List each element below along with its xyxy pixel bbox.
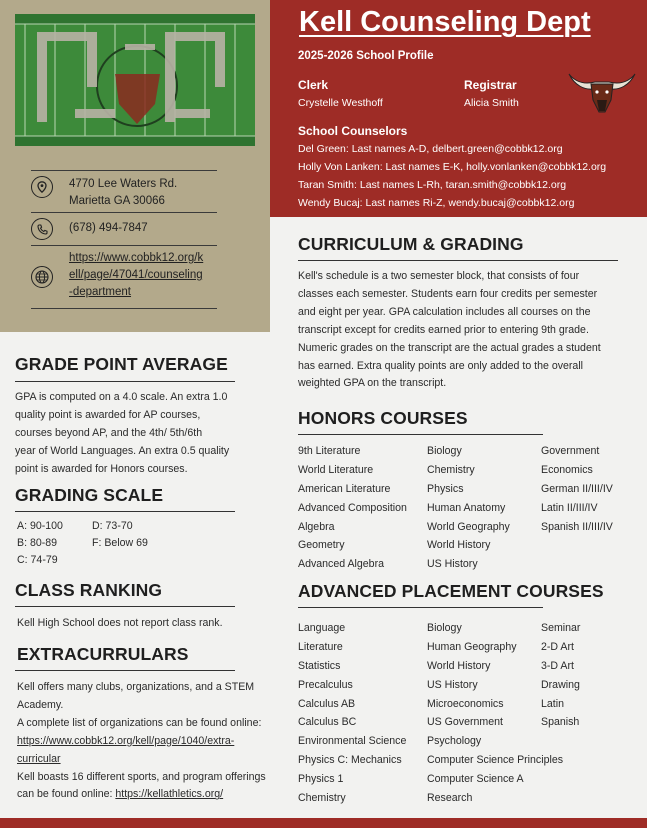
registrar-role: Registrar xyxy=(464,78,517,92)
curriculum-line: Numeric grades on the transcript are the actual grades a student xyxy=(298,341,601,354)
globe-icon xyxy=(31,266,53,288)
curriculum-line: weighted GPA on the transcript. xyxy=(298,377,447,390)
ap-col-1 xyxy=(298,619,406,808)
counselors-list xyxy=(298,140,606,212)
course-item: Environmental Science xyxy=(298,735,407,748)
grade-item: D: 73-70 xyxy=(92,520,133,532)
curriculum-line: and eight per year. GPA calculation includes all courses on the xyxy=(298,305,591,318)
course-item: Physics xyxy=(427,482,464,495)
course-item: Advanced Composition xyxy=(298,501,407,514)
course-item: US History xyxy=(427,678,478,691)
curriculum-text xyxy=(298,268,601,393)
website-row xyxy=(31,266,53,288)
course-item: 2-D Art xyxy=(541,640,574,653)
course-item: Human Geography xyxy=(427,640,517,653)
course-item: Algebra xyxy=(298,520,335,533)
course-item: Physics C: Mechanics xyxy=(298,754,402,767)
gpa-title: GRADE POINT AVERAGE xyxy=(15,354,228,374)
course-item: World Geography xyxy=(427,520,510,533)
class-ranking-text: Kell High School does not report class rank. xyxy=(17,617,223,629)
course-item: Chemistry xyxy=(298,792,346,805)
website-link[interactable] xyxy=(69,250,203,301)
course-item: Seminar xyxy=(541,622,581,634)
divider xyxy=(31,170,217,171)
address-line-2: Marietta GA 30066 xyxy=(69,195,165,207)
website-link-line-1[interactable]: https://www.cobbk12.org/k xyxy=(69,252,204,264)
curriculum-line: classes each semester. Students earn four credits per semester xyxy=(298,287,598,300)
address-line-1: 4770 Lee Waters Rd. xyxy=(69,178,178,190)
course-item: Biology xyxy=(427,445,462,457)
divider xyxy=(15,511,235,512)
grade-item: B: 80-89 xyxy=(17,537,58,549)
course-item: Literature xyxy=(298,640,343,653)
course-item: Computer Science A xyxy=(427,773,524,786)
extracurriculars-line: can be found online: xyxy=(17,788,116,801)
curriculum-title: CURRICULUM & GRADING xyxy=(298,234,524,254)
gpa-line: GPA is computed on a 4.0 scale. An extra 1.0 xyxy=(15,391,228,403)
page-subtitle: 2025-2026 School Profile xyxy=(298,50,434,62)
honors-col-1 xyxy=(298,442,407,574)
course-item: Drawing xyxy=(541,678,580,691)
counselor-item: Holly Von Lanken: Last names E-K, holly.vonlanken@cobbk12.org xyxy=(298,161,607,173)
extracurriculars-text xyxy=(17,679,272,804)
extracurriculars-line: Kell boasts 16 different sports, and program offerings xyxy=(17,770,266,783)
registrar-name: Alicia Smith xyxy=(464,97,519,109)
athletics-link[interactable]: https://kellathletics.org/ xyxy=(115,788,224,801)
course-item: Chemistry xyxy=(427,463,475,476)
footer-bar xyxy=(0,818,647,828)
curriculum-line: transcript except for credits earned prior to entering 9th grade. xyxy=(298,323,589,336)
gpa-line: point is awarded for Honors courses. xyxy=(15,462,188,475)
course-item: World History xyxy=(427,539,491,552)
grading-scale-col-1 xyxy=(17,518,63,569)
course-item: 9th Literature xyxy=(298,445,361,457)
grade-item: F: Below 69 xyxy=(92,537,148,549)
phone-number: (678) 494-7847 xyxy=(69,222,148,234)
course-item: Language xyxy=(298,622,346,634)
course-item: Advanced Algebra xyxy=(298,558,384,571)
gpa-text xyxy=(15,389,229,479)
course-item: Computer Science Principles xyxy=(427,754,564,767)
course-item: German II/III/IV xyxy=(541,482,613,495)
course-item: Human Anatomy xyxy=(427,501,506,514)
course-item: Spanish xyxy=(541,716,580,729)
course-item: Statistics xyxy=(298,659,341,672)
course-item: US Government xyxy=(427,716,503,729)
course-item: American Literature xyxy=(298,482,391,495)
course-item: Biology xyxy=(427,622,462,634)
curriculum-line: Kell's schedule is a two semester block, that consists of four xyxy=(298,270,580,282)
website-link-line-2[interactable]: ell/page/47041/counseling xyxy=(69,269,203,281)
grade-item: A: 90-100 xyxy=(17,520,63,532)
ap-col-3 xyxy=(541,619,580,732)
page-title: Kell Counseling Dept xyxy=(299,6,591,38)
extracurriculars-line: A complete list of organizations can be found online: xyxy=(17,716,262,729)
divider xyxy=(15,381,235,382)
extracurriculars-line: Academy. xyxy=(17,698,64,711)
course-item: Calculus AB xyxy=(298,697,356,710)
extracurriculars-line: Kell offers many clubs, organizations, and a STEM xyxy=(17,681,255,693)
course-item: US History xyxy=(427,558,478,571)
grading-scale-col-2 xyxy=(92,518,148,552)
course-item: Government xyxy=(541,445,600,457)
phone-icon xyxy=(31,218,53,240)
honors-col-3 xyxy=(541,442,613,536)
website-link-line-3[interactable]: -department xyxy=(69,286,132,298)
divider xyxy=(298,607,543,608)
divider xyxy=(31,308,217,309)
course-item: Precalculus xyxy=(298,678,353,691)
phone-row xyxy=(31,218,148,240)
ap-title: ADVANCED PLACEMENT COURSES xyxy=(298,581,604,601)
gpa-line: quality point is awarded for AP courses, xyxy=(15,408,201,421)
course-item: Geometry xyxy=(298,539,345,552)
counselor-item: Wendy Bucaj: Last names Ri-Z, wendy.bucaj@cobbk12.org xyxy=(298,197,575,209)
grading-scale-title: GRADING SCALE xyxy=(15,485,164,505)
header-panel xyxy=(270,0,647,217)
course-item: Microeconomics xyxy=(427,697,504,710)
grade-item: C: 74-79 xyxy=(17,554,58,566)
organizations-link[interactable]: https://www.cobbk12.org/kell/page/1040/extra- xyxy=(17,734,235,747)
course-item: Spanish II/III/IV xyxy=(541,520,613,533)
course-item: World History xyxy=(427,659,491,672)
course-item: Physics 1 xyxy=(298,773,344,786)
gpa-line: year of World Languages. An extra 0.5 quality xyxy=(15,444,230,457)
clerk-name: Crystelle Westhoff xyxy=(298,97,383,109)
honors-col-2 xyxy=(427,442,510,574)
football-field-aerial-photo xyxy=(15,14,255,146)
curriculum-line: has earned. Extra quality points are only added to the overall xyxy=(298,359,584,372)
course-item: Psychology xyxy=(427,735,482,748)
clerk-role: Clerk xyxy=(298,78,329,92)
gpa-line: courses beyond AP, and the 4th/ 5th/6th xyxy=(15,426,203,439)
organizations-link-cont[interactable]: curricular xyxy=(17,752,61,765)
counselors-heading: School Counselors xyxy=(298,124,408,138)
longhorn-mascot-icon xyxy=(567,64,637,116)
extracurriculars-title: EXTRACURRULARS xyxy=(17,644,189,664)
divider xyxy=(15,606,235,607)
course-item: Research xyxy=(427,792,473,805)
course-item: Latin II/III/IV xyxy=(541,501,598,514)
course-item: Economics xyxy=(541,463,593,476)
class-ranking-title: CLASS RANKING xyxy=(15,580,163,600)
divider xyxy=(15,670,235,671)
course-item: 3-D Art xyxy=(541,659,574,672)
location-pin-icon xyxy=(31,176,53,198)
course-item: Latin xyxy=(541,697,564,710)
address-row xyxy=(31,176,177,210)
divider xyxy=(298,434,543,435)
counselor-item: Del Green: Last names A-D, delbert.green@cobbk12.org xyxy=(298,143,563,155)
course-item: Calculus BC xyxy=(298,716,357,729)
counselor-item: Taran Smith: Last names L-Rh, taran.smith@cobbk12.org xyxy=(298,179,567,191)
course-item: World Literature xyxy=(298,463,374,476)
honors-title: HONORS COURSES xyxy=(298,408,468,428)
divider xyxy=(31,212,217,213)
divider xyxy=(298,260,618,261)
divider xyxy=(31,245,217,246)
